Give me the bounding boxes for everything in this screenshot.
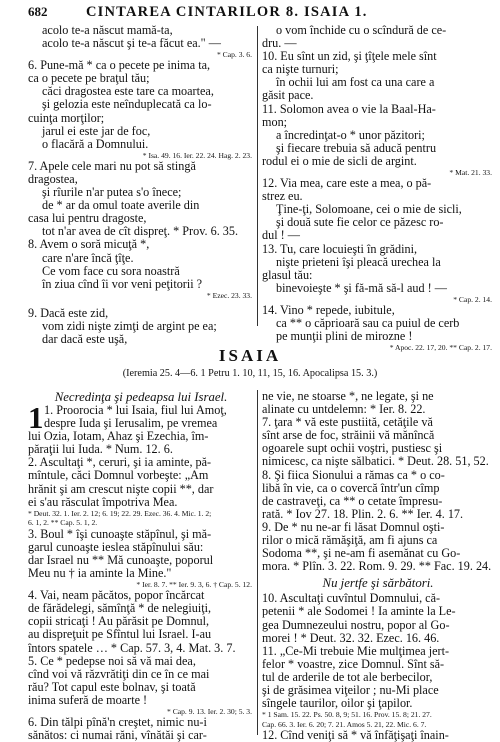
verse-line: au dispreţuit pe Sfîntul lui Israel. I-au — [28, 628, 212, 642]
verse-line: ei s'au răsculat împotriva Mea. — [28, 495, 178, 509]
verses-6-9 — [262, 390, 494, 573]
footnote-reference: * Apoc. 22. 17, 20. ** Cap. 2. 17. — [389, 343, 492, 353]
section-heading-2: Nu jertfe şi sărbători. — [322, 576, 434, 591]
verse-line: mon; — [262, 115, 288, 129]
verse-line: nişte prieteni îşi pleacă urechea la — [276, 255, 441, 269]
verse-line: 8. Avem o soră micuţă *, — [28, 238, 150, 252]
verse-line: care n'are încă ţîţe. — [42, 251, 134, 265]
column-divider — [257, 26, 258, 326]
verse-line: tul de arderile de tot ale berbecilor, — [262, 670, 433, 684]
verse-line: în ochii lui am fost ca una care a — [276, 76, 435, 90]
verse-line: şi gelozia este neînduplecată ca lo- — [42, 98, 212, 112]
verse-line: strez eu. — [262, 190, 303, 204]
verse-line: petenii * ale Sodomei ! Ia aminte la Le- — [262, 605, 456, 619]
footnote-reference: * Deut. 32. 1. Ier. 2. 12; 6. 19; 22. 29. Ezec. 36. 4. Mic. 1. 2; — [28, 508, 212, 518]
verse-line: sănătos: ci numai răni, vînătăi şi car- — [28, 729, 207, 742]
verse-line: păraţii lui Iuda. * Num. 12. 6. — [28, 443, 173, 457]
verse-line: mora. * Plîn. 3. 22. Rom. 9. 29. ** Fac. 19. 24. — [262, 560, 492, 574]
verse-line: 1. Proorocia * lui Isaia, fiul lui Amoţ, — [44, 404, 227, 417]
cantarea-left-column — [28, 24, 254, 346]
verse-line: 11. Solomon avea o vie la Baal-Ha- — [262, 102, 436, 116]
verse-line: libă în vie, ca o covercă într'un cîmp — [262, 481, 440, 495]
footnote-reference: * Ier. 8. 7. ** Ier. 9. 3, 6. † Cap. 5. 12. — [136, 580, 252, 590]
footnote-reference: * Mat. 21. 33. — [449, 168, 492, 178]
footnote-reference: * Cap. 9. 13. Ier. 2. 30; 5. 3. — [167, 706, 252, 716]
verse-line: o flacără a Domnului. — [42, 137, 149, 151]
column-divider-2 — [257, 390, 258, 735]
spacer — [28, 300, 254, 307]
verse-line: şi două sute fie celor ce păzesc ro- — [276, 216, 444, 230]
verse-line: şi fiecare trebuia să aducă pentru — [276, 141, 437, 155]
verse-line: sînt arse de foc, străinii vă mănîncă — [262, 429, 435, 443]
verse-line: 9. De * nu ne-ar fi lăsat Domnul oşti- — [262, 520, 445, 534]
verse-line: lui Ozia, Iotam, Ahaz şi Ezechia, îm- — [28, 430, 209, 444]
verse-line: cuinţa morţilor; — [28, 111, 105, 125]
page-header — [28, 4, 490, 22]
verse-line: tot n'ar avea de cît dispreţ. * Prov. 6. 35. — [42, 225, 239, 239]
book-title: ISAIA — [218, 346, 282, 365]
verses-10-12 — [262, 592, 494, 742]
section-heading: Necredinţa şi pedeapsa lui Israel. — [54, 390, 228, 404]
verse-line: nimicesc, ca nişte sălbatici. * Deut. 28. 51, 52. — [262, 455, 489, 469]
verse-line: 7. ţara * vă este pustiită, cetăţile vă — [262, 416, 433, 430]
verse-line: morei ! * Deut. 32. 32. Ezec. 16. 46. — [262, 631, 440, 645]
verse-line: sîngele taurilor, oilor şi ţapilor. — [262, 697, 413, 711]
verse-line: 11. „Ce-Mi trebuie Mie mulţimea jert- — [262, 644, 450, 658]
footnote-reference: Cap. 66. 3. Ier. 6. 20; 7. 21. Amos 5. 21, 22. Mic. 6. 7. — [262, 719, 427, 729]
verse-line: despre Iuda şi Ierusalim, pe vremea — [44, 417, 218, 431]
verse-line: în ziua cînd îi vor veni peţitorii ? — [42, 277, 203, 291]
verse-line: rilor o mică rămăşiţă, am fi ajuns ca — [262, 534, 438, 548]
verse-line: şi de grăsimea viţeilor ; nu-Mi place — [262, 683, 439, 697]
verse-line: întors spatele … * Cap. 57. 3, 4. Mat. 3. 7. — [28, 641, 236, 655]
verse-line: glasul tău: — [262, 268, 313, 282]
verse-line: felor * voastre, zice Domnul. Sînt să- — [262, 657, 445, 671]
verse-line: ne vie, ne stoarse *, ne legate, şi ne — [262, 390, 434, 403]
verse-line: pe munţii plini de mirozne ! — [276, 330, 413, 344]
verse-line: de * ar da omul toate averile din — [42, 199, 200, 213]
running-title: CINTAREA CINTARILOR 8. ISAIA 1. — [86, 4, 368, 20]
footnote-reference: * Cap. 2. 14. — [453, 294, 492, 304]
verse-line: ca o pecete pe braţul tău; — [28, 72, 150, 86]
verse-line: 12. Cînd veniţi să * vă înfăţişaţi înain- — [262, 729, 449, 742]
verse-line: 10. Ascultaţi cuvîntul Domnului, că- — [262, 592, 441, 606]
chapter-number: 1 — [28, 400, 44, 435]
verse-line: rodul ei o mie de sicli de argint. — [262, 154, 417, 168]
verse-line: de castraveţi, ca ** o cetate împresu- — [262, 494, 443, 508]
verse-line: casa lui pentru dragoste, — [28, 212, 147, 226]
verse-line: cînd voi vă răzvrătiţi din ce în ce mai — [28, 667, 210, 681]
verse-line: dar dacă este uşă, — [42, 332, 128, 346]
verse-line: a încredinţat-o * unor păzitori; — [276, 128, 425, 142]
footnote-reference: * Isa. 49. 16. Ier. 22. 24. Hag. 2. 23. — [142, 150, 252, 160]
verse-line: Meu nu † ia aminte la Mine." — [28, 567, 172, 581]
verse-line: mîntule, căci Domnul vorbeşte: „Am — [28, 469, 209, 483]
footnote-reference: 6. 1, 2. ** Cap. 5. 1, 2. — [28, 518, 98, 528]
verse-line: Sodoma **, şi ne-am fi asemănat cu Go- — [262, 547, 461, 561]
verse-line: binevoieşte * şi fă-mă să-l aud ! — — [276, 281, 447, 295]
verse-line: rău? Tot capul este bolnav, şi toată — [28, 680, 196, 694]
verse-line: 4. Vai, neam păcătos, popor încărcat — [28, 589, 205, 603]
footnote-reference: * Ezec. 23. 33. — [206, 290, 252, 300]
cantarea-right-column — [262, 24, 494, 352]
chapter-1-text — [28, 400, 254, 742]
verse-line: 6. Din tălpi pînă'n creştet, nimic nu-i — [28, 715, 207, 729]
verse-line: Ce vom face cu sora noastră — [42, 264, 180, 278]
verse-line: Ţine-ţi, Solomoane, cei o mie de sicli, — [276, 203, 462, 217]
verse-line: inima suferă de moarte ! — [28, 693, 148, 707]
verse-line: dru. — — [262, 37, 297, 51]
verse-line: dul ! — — [262, 229, 300, 243]
verse-line: hrănit şi am crescut nişte copii **, dar — [28, 482, 214, 496]
page-number: 682 — [28, 4, 48, 19]
verse-line: alinate cu untdelemn: * Ier. 8. 22. — [262, 403, 426, 417]
footnote-reference: * Cap. 3. 6. — [216, 50, 252, 60]
verse-line: garul cunoaşte ieslea stăpînului său: — [28, 540, 204, 554]
verse-line: 2. Ascultaţi *, ceruri, şi ia aminte, pă- — [28, 456, 212, 470]
verse-line: ogoarele supt ochii voştri, pustiesc şi — [262, 442, 443, 456]
verse-line: acolo te-a născut mamă-ta, — [42, 24, 173, 37]
verse-line: de fărădelegi, sămînţă * de nelegiuiţi, — [28, 602, 212, 616]
verse-line: copii stricaţi ! Au părăsit pe Domnul, — [28, 615, 210, 629]
verse-line: 9. Dacă este zid, — [28, 306, 109, 320]
verse-line: dragostea, — [28, 172, 78, 186]
verse-line: dar Israel nu ** Mă cunoaşte, poporul — [28, 553, 214, 567]
verse-line: 10. Eu sînt un zid, şi ţîţele mele sînt — [262, 50, 437, 64]
verse-line: ca nişte turnuri; — [262, 63, 339, 77]
isaia-right-column — [262, 390, 494, 742]
verse-line: vom zidi nişte zimţi de argint pe ea; — [42, 319, 217, 333]
book-cross-references: (Ieremia 25. 4—6. 1 Petru 1. 10, 11, 15, 16. Apocalipsa 15. 3.) — [122, 368, 378, 379]
verse-line: 5. Ce * pedepse noi să vă mai dea, — [28, 654, 196, 668]
verse-line: jarul ei este jar de foc, — [42, 124, 151, 138]
verse-line: 12. Via mea, care este a mea, o pă- — [262, 177, 432, 191]
verse-line: şi rîurile n'ar putea s'o înece; — [42, 186, 182, 200]
isaia-left-column — [28, 390, 254, 742]
verse-line: căci dragostea este tare ca moartea, — [42, 85, 214, 99]
footnote-reference: * 1 Sam. 15. 22. Ps. 50. 8, 9; 51. 16. Prov. 15. 8; 21. 27. — [262, 710, 432, 720]
verse-line: acolo te-a născut şi te-a făcut ea." — — [42, 37, 221, 51]
verse-line: ca ** o căprioară sau ca puiul de cerb — [276, 316, 460, 330]
verse-line: 14. Vino * repede, iubitule, — [262, 303, 395, 317]
verse-line: o vom închide cu o scîndură de ce- — [276, 24, 447, 37]
verse-line: 3. Boul * îşi cunoaşte stăpînul, şi mă- — [28, 527, 212, 541]
verse-line: 6. Pune-mă * ca o pecete pe inima ta, — [28, 59, 211, 73]
verse-line: 7. Apele cele mari nu pot să stingă — [28, 159, 196, 173]
verse-line: gea Dumnezeului nostru, popor al Go- — [262, 618, 450, 632]
verse-line: găsit pace. — [262, 89, 314, 103]
verse-line: rată. * Iov 27. 18. Plin. 2. 6. ** Ier. 4. 17. — [262, 507, 464, 521]
verse-line: 13. Tu, care locuieşti în grădini, — [262, 242, 418, 256]
verse-line: 8. Şi fiica Sionului a rămas ca * o co- — [262, 468, 445, 482]
